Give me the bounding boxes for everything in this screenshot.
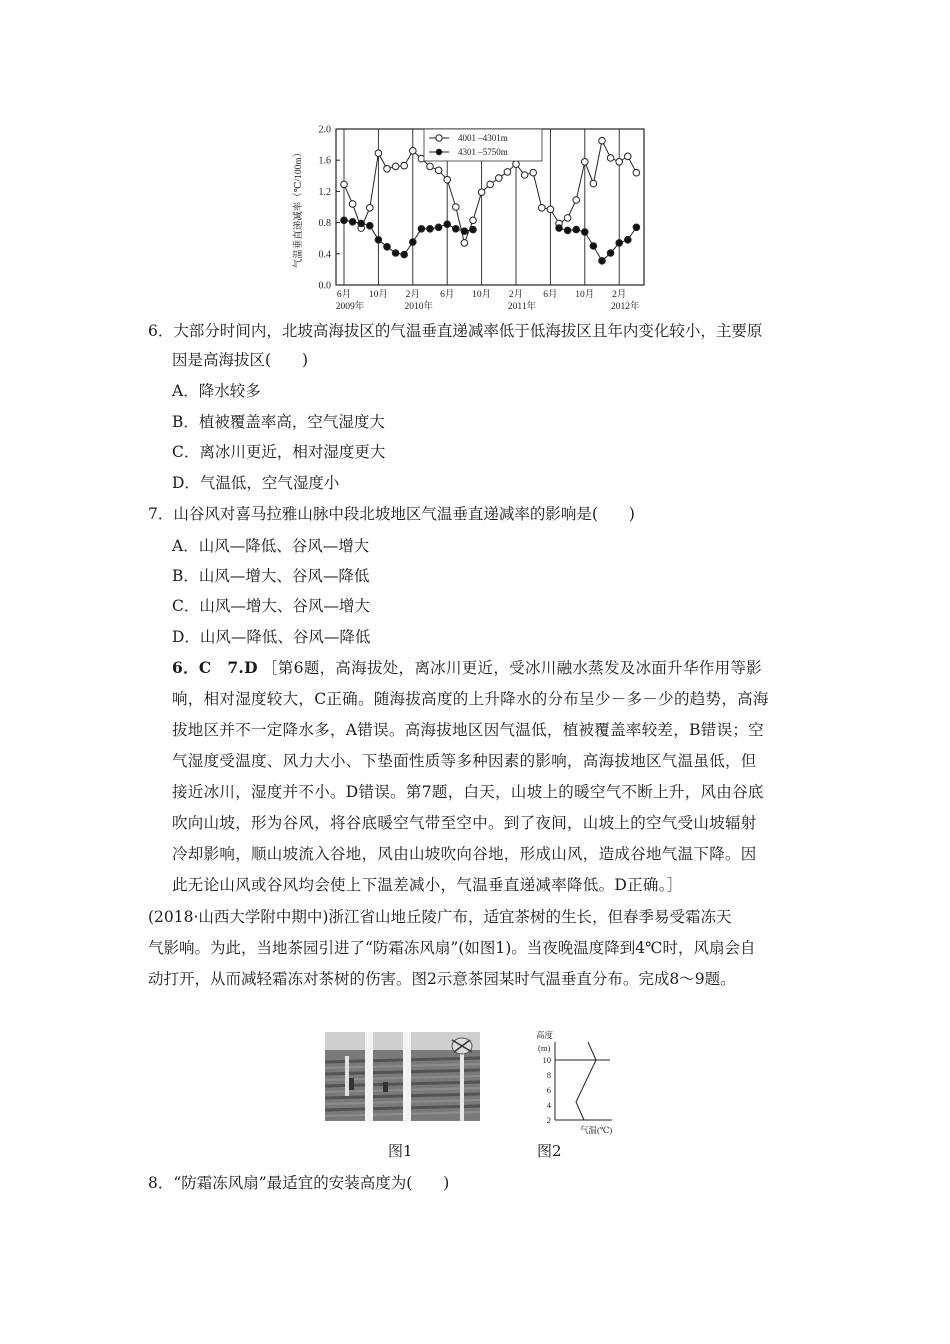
intro-line-3: 动打开，从而减轻霜冻对茶树的伤害。图2示意茶园某时气温垂直分布。完成8～9题。 (148, 970, 736, 988)
y-tick-label: 1.6 (318, 155, 331, 167)
fan-photo (325, 1032, 480, 1121)
filled-data-point (410, 239, 417, 246)
filled-data-point (435, 224, 442, 231)
x-tick-label: 2月 (508, 290, 524, 300)
filled-data-point (444, 221, 451, 228)
open-data-point (521, 172, 528, 179)
year-label: 2012年 (610, 302, 640, 312)
y-tick-label: 1.2 (318, 186, 331, 198)
y-axis-label: 气温垂直递减率（℃/100m） (294, 147, 304, 269)
filled-data-point (556, 225, 563, 232)
fig2-ytick: 10 (542, 1055, 551, 1065)
filled-data-point (599, 258, 606, 265)
filled-data-point (375, 237, 382, 244)
open-data-point (625, 153, 632, 160)
filled-data-point (616, 240, 623, 247)
x-tick-label: 10月 (575, 290, 595, 300)
open-data-point (573, 197, 580, 204)
answer-line-1: ［第6题，高海拔处，离冰川更近，受冰川融水蒸发及冰面升华作用等影 (262, 659, 762, 677)
q7-stem: 7．山谷风对喜马拉雅山脉中段北坡地区气温垂直递减率的影响是( ) (148, 505, 635, 523)
x-tick-label: 10月 (368, 290, 388, 300)
year-label: 2011年 (507, 302, 537, 312)
legend-filled-marker (436, 149, 442, 155)
open-data-point (435, 167, 442, 174)
fig2-xlabel: 气温(℃) (580, 1125, 613, 1135)
open-data-point (582, 159, 589, 166)
filled-data-point (427, 226, 434, 233)
answer-line-2: 响，相对湿度较大，C正确。随海拔高度的上升降水的分布呈少－多－少的趋势，高海 (172, 690, 769, 708)
q6-stem-line2: 因是高海拔区( ) (172, 351, 309, 369)
answer-line-7: 冷却影响，顺山坡流入谷地，风由山坡吹向谷地，形成山风，造成谷地气温下降。因 (172, 845, 757, 863)
open-data-point (513, 161, 520, 168)
open-data-point (504, 169, 511, 176)
figure-2-caption: 图2 (537, 1142, 562, 1160)
filled-data-point (582, 229, 589, 236)
fig2-ytick: 4 (546, 1100, 551, 1110)
open-data-point (375, 150, 382, 157)
answer-line-8: 此无论山风或谷风均会使上下温差减小，气温垂直递减率降低。D正确。］ (172, 876, 683, 894)
x-tick-label: 2月 (612, 290, 627, 300)
filled-data-point (358, 220, 365, 227)
filled-data-point (607, 250, 614, 257)
year-label: 2009年 (335, 302, 365, 312)
figure-1-caption: 图1 (388, 1142, 413, 1160)
open-data-point (530, 169, 537, 176)
filled-data-point (392, 250, 399, 257)
filled-data-point (418, 226, 425, 233)
filled-data-point (625, 237, 632, 244)
filled-data-point (401, 251, 408, 258)
filled-data-point (349, 219, 356, 226)
temperature-profile-figure (520, 1020, 630, 1138)
answer-line-4: 气湿度受温度、风力大小、下垫面性质等多种因素的影响，高海拔地区气温虽低，但 (172, 752, 757, 770)
filled-data-point (367, 222, 374, 229)
filled-data-point (461, 228, 468, 235)
open-data-point (444, 176, 451, 183)
fig2-temperature-curve (576, 1042, 596, 1120)
intro-line-1: (2018·山西大学附中期中)浙江省山地丘陵广布，适宜茶树的生长，但春季易受霜冻天 (148, 908, 732, 926)
filled-data-point (453, 226, 460, 233)
year-label: 2010年 (404, 302, 434, 312)
open-data-point (487, 181, 494, 188)
q7-option-c: C．山风—增大、谷风—增大 (172, 597, 370, 615)
open-data-point (599, 137, 606, 144)
q7-option-d: D．山风—降低、谷风—降低 (172, 628, 371, 646)
filled-data-point (341, 217, 348, 224)
y-tick-label: 0.0 (318, 280, 331, 292)
open-data-point (461, 240, 468, 247)
open-data-point (341, 181, 348, 188)
x-tick-label: 10月 (472, 290, 492, 300)
q8-stem: 8．“防霜冻风扇”最适宜的安装高度为( ) (148, 1174, 450, 1192)
legend-open-marker (436, 135, 442, 141)
fig2-ytick: 8 (546, 1070, 551, 1080)
answer-line-6: 吹向山坡，形为谷风，将谷底暖空气带至空中。到了夜间，山坡上的空气受山坡辐射 (172, 814, 757, 832)
q6-option-d: D．气温低，空气湿度小 (172, 474, 340, 492)
x-tick-label: 6月 (336, 290, 352, 300)
fig2-ylabel: 高度 (536, 1030, 554, 1040)
answer-key: 6．C 7.D (172, 658, 258, 677)
open-data-point (616, 159, 623, 166)
x-tick-label: 6月 (543, 290, 558, 300)
fig2-ytick: 2 (546, 1115, 551, 1125)
answer-line-5: 接近冰川，湿度并不小。D错误。第7题，白天，山坡上的暖空气不断上升，风由谷底 (172, 783, 764, 801)
lapse-rate-chart (290, 120, 660, 320)
open-data-point (547, 206, 554, 213)
open-data-point (453, 204, 460, 211)
q7-option-a: A．山风—降低、谷风—增大 (172, 537, 370, 555)
fig2-ytick-labels (543, 1055, 552, 1125)
filled-data-point (633, 224, 640, 231)
open-data-point (564, 215, 571, 222)
open-data-point (633, 169, 640, 176)
open-data-point (478, 189, 485, 196)
answer-line-3: 拔地区并不一定降水多，A错误。高海拔地区因气温低，植被覆盖率较差，B错误；空 (172, 721, 764, 739)
open-data-point (410, 148, 417, 155)
fig2-ylabel-unit: (m) (538, 1043, 551, 1053)
open-data-point (349, 201, 356, 208)
q6-option-b: B．植被覆盖率高，空气湿度大 (172, 413, 385, 431)
filled-data-point (573, 226, 580, 233)
fig2-ytick: 6 (546, 1085, 551, 1095)
legend-label-high: 4301 –5750m (458, 147, 508, 157)
q6-option-a: A．降水较多 (172, 382, 261, 400)
filled-data-point (564, 227, 571, 234)
open-data-point (392, 163, 399, 170)
filled-data-point (470, 226, 477, 233)
q7-option-b: B．山风—增大、谷风—降低 (172, 567, 370, 585)
y-tick-label: 2.0 (318, 124, 331, 136)
open-data-point (427, 163, 434, 170)
legend-label-low: 4001 –4301m (458, 133, 508, 143)
q6-option-c: C．离冰川更近，相对湿度更大 (172, 443, 386, 461)
x-tick-label: 6月 (440, 290, 455, 300)
open-data-point (367, 205, 374, 212)
open-data-point (470, 217, 477, 224)
open-data-point (539, 205, 546, 212)
filled-data-point (384, 244, 391, 251)
y-tick-label: 0.4 (318, 249, 331, 261)
filled-data-point (590, 243, 597, 250)
open-data-point (401, 162, 408, 169)
q6-stem-line1: 6．大部分时间内，北坡高海拔区的气温垂直递减率低于低海拔区且年内变化较小，主要原 (148, 322, 763, 340)
intro-line-2: 气影响。为此，当地茶园引进了“防霜冻风扇”(如图1)。当夜晚温度降到4℃时，风扇会自 (148, 939, 756, 957)
open-data-point (590, 180, 597, 187)
x-tick-label: 2月 (405, 290, 420, 300)
open-data-point (384, 166, 391, 173)
y-tick-label: 0.8 (318, 218, 331, 230)
open-data-point (607, 155, 614, 162)
open-data-point (496, 175, 503, 182)
legend (424, 129, 542, 161)
